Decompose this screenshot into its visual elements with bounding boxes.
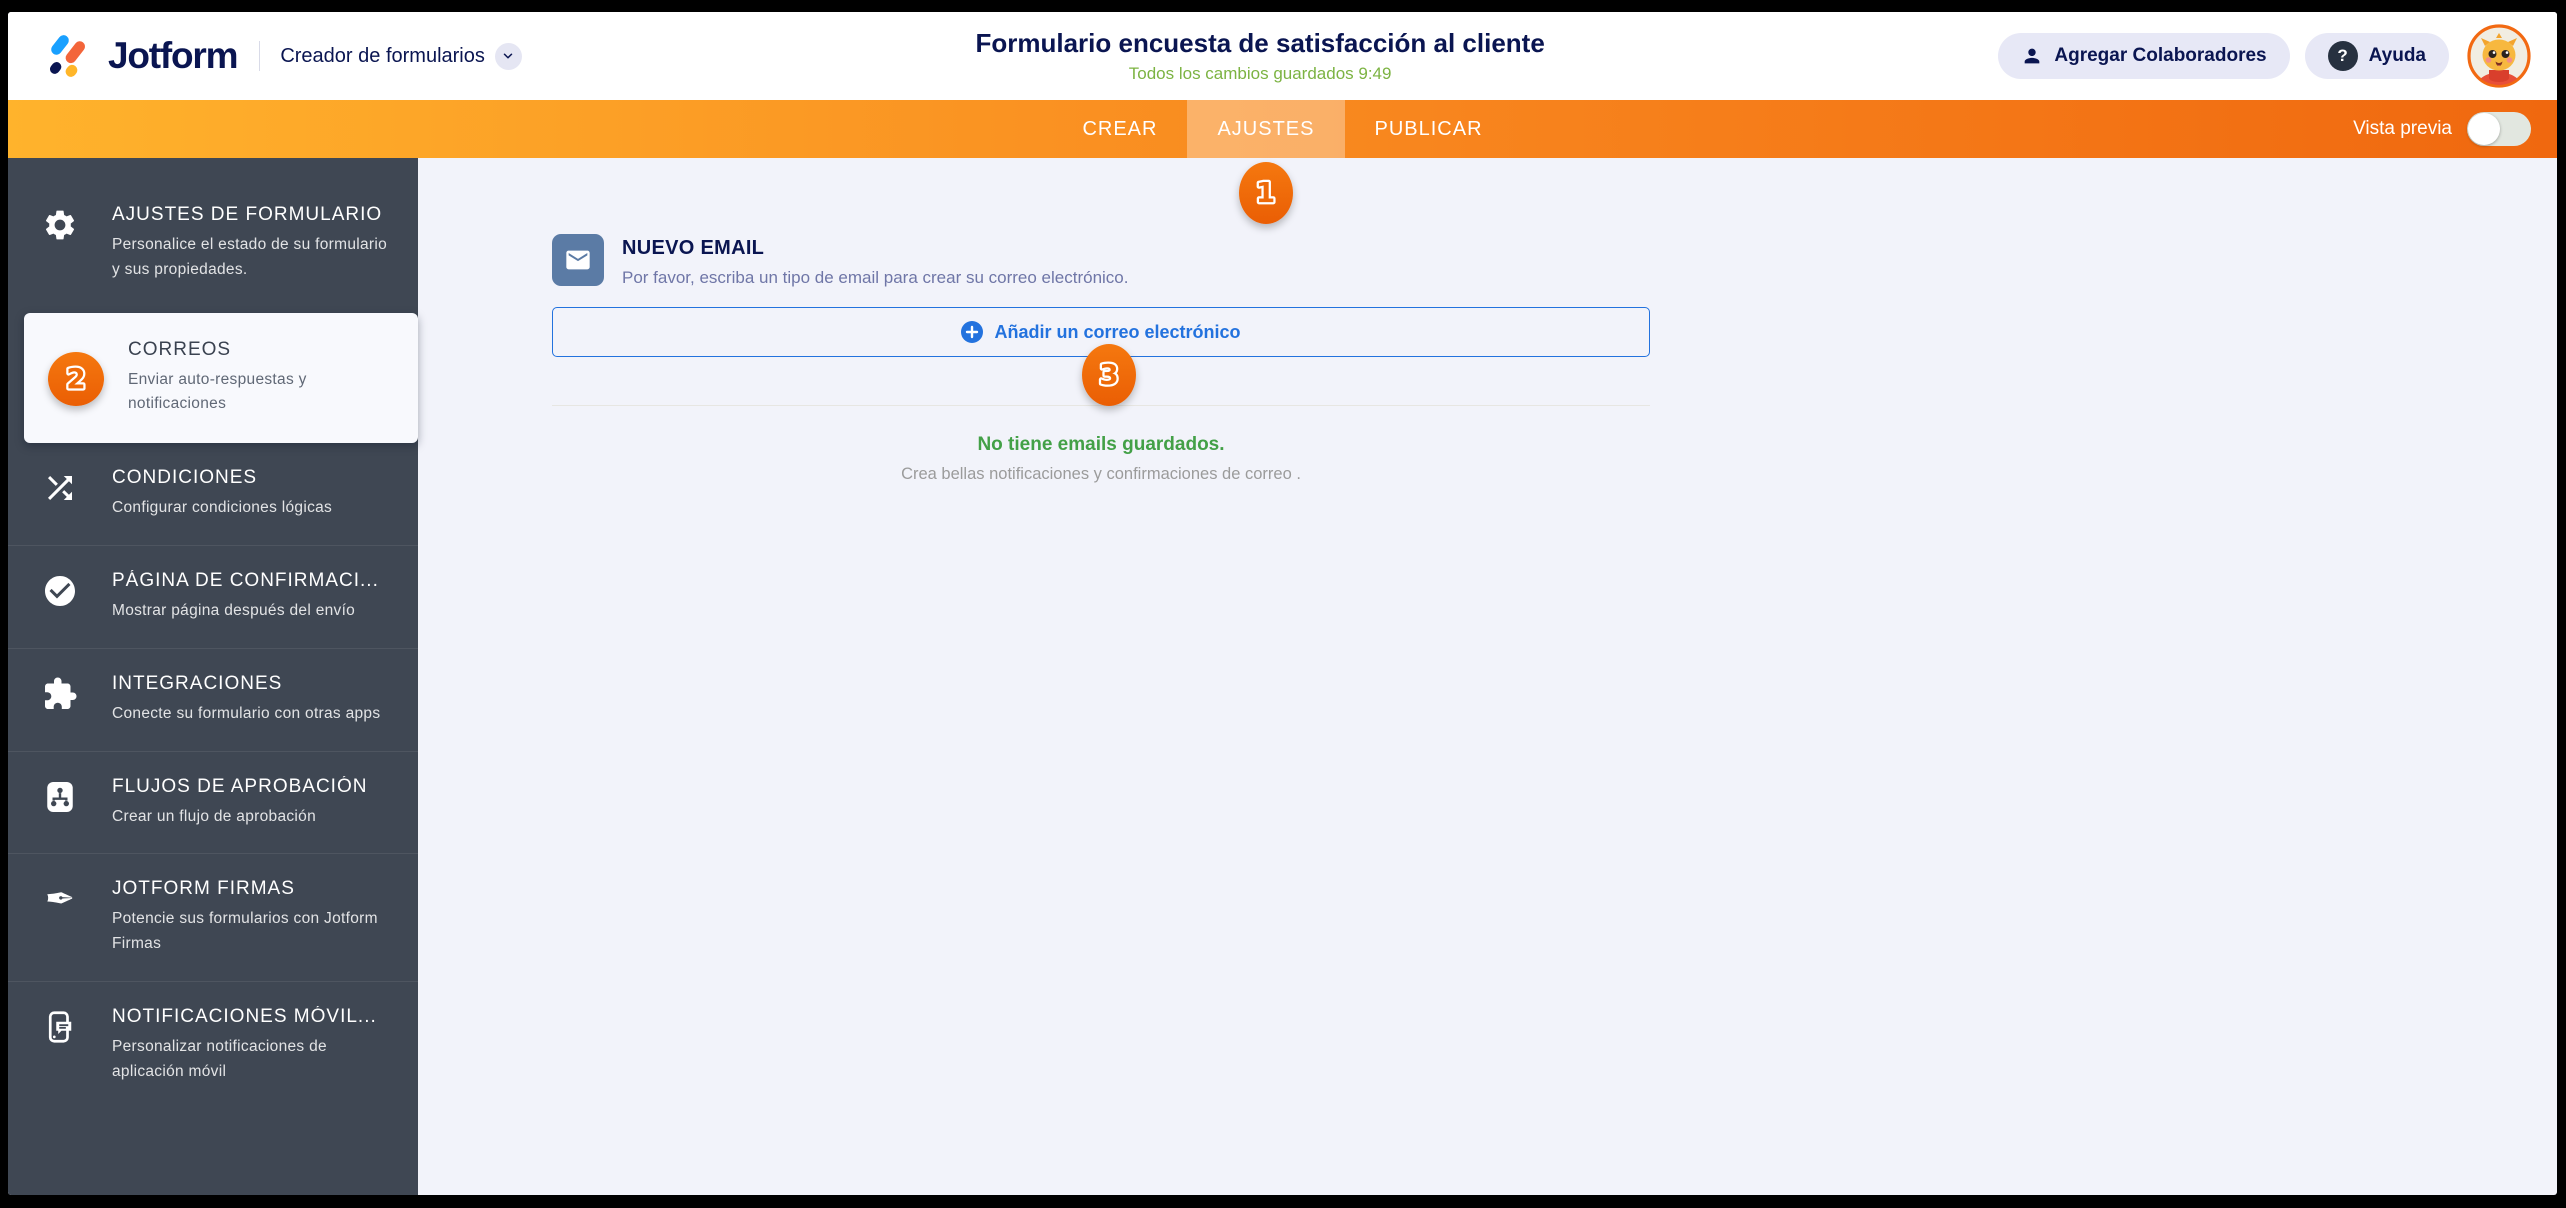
tab-ajustes-label: AJUSTES [1217, 117, 1315, 140]
sidebar-item-title: NOTIFICACIONES MÓVIL... [112, 1005, 377, 1027]
sidebar-item-subtitle: Crear un flujo de aprobación [112, 807, 316, 825]
approval-flow-icon [8, 776, 112, 830]
tab-crear-label: CREAR [1082, 117, 1158, 140]
sidebar-item-pagina-de-confirmacion[interactable] [8, 545, 418, 648]
top-header [8, 12, 2557, 100]
sidebar-item-subtitle: Potencie sus formularios con Jotform Firmas [112, 910, 378, 953]
emails-panel [418, 158, 2557, 1195]
empty-state-subtitle: Crea bellas notificaciones y confirmaciones de correo . [901, 465, 1301, 483]
sidebar-item-ajustes-de-formulario[interactable] [8, 158, 418, 313]
settings-sidebar [8, 158, 418, 1195]
sidebar-item-condiciones[interactable] [8, 443, 418, 545]
sidebar-item-title: INTEGRACIONES [112, 672, 283, 694]
sidebar-item-correos[interactable] [24, 313, 418, 444]
sidebar-item-title: AJUSTES DE FORMULARIO [112, 204, 383, 225]
sidebar-item-subtitle: Personalice el estado de su formulario y sus propiedades. [112, 236, 388, 278]
product-switcher-label[interactable]: Creador de formularios [280, 44, 485, 67]
section-title: NUEVO EMAIL [622, 237, 765, 259]
sidebar-item-subtitle: Conecte su formulario con otras apps [112, 704, 381, 722]
add-collaborators-button[interactable] [1998, 33, 2289, 79]
user-avatar[interactable] [2467, 24, 2531, 88]
header-actions [1998, 24, 2531, 88]
help-button[interactable] [2305, 33, 2449, 79]
chevron-down-icon [501, 49, 515, 63]
empty-state-title: No tiene emails guardados. [977, 434, 1225, 455]
product-switcher-button[interactable] [495, 43, 522, 70]
mobile-notification-icon [8, 1006, 112, 1085]
annotation-step-2-badge [48, 352, 104, 406]
add-collaborators-label: Agregar Colaboradores [2054, 45, 2267, 66]
annotation-step-1-badge [1239, 162, 1293, 224]
sidebar-item-jotform-firmas[interactable] [8, 853, 418, 981]
add-email-button[interactable] [552, 307, 1650, 391]
sidebar-item-title: JOTFORM FIRMAS [112, 878, 295, 900]
preview-toggle[interactable] [2467, 112, 2531, 146]
gear-icon [8, 204, 112, 283]
sidebar-item-subtitle: Configurar condiciones lógicas [112, 499, 333, 517]
annotation-step-2-number: 2 [66, 362, 86, 396]
preview-label: Vista previa [2353, 118, 2452, 139]
section-subtitle: Por favor, escriba un tipo de email para crear su correo electrónico. [622, 268, 1129, 287]
new-email-texts [622, 234, 1128, 288]
jotform-logo-icon[interactable] [48, 33, 94, 79]
annotation-step-1-number: 1 [1255, 176, 1277, 209]
sidebar-item-title: FLUJOS DE APROBACIÓN [112, 775, 368, 797]
body-row [8, 158, 2557, 1195]
tab-publicar[interactable] [1345, 100, 1513, 158]
question-mark-icon: ? [2328, 41, 2358, 71]
fountain-pen-icon: ✒ [44, 878, 76, 920]
tab-publicar-label: PUBLICAR [1374, 117, 1483, 140]
annotation-step-3-badge [1082, 344, 1136, 406]
builder-navbar [8, 100, 2557, 209]
person-icon [2021, 45, 2043, 67]
preview-control [2353, 100, 2531, 158]
autosave-status: Todos los cambios guardados 9:49 [1128, 64, 1392, 83]
sidebar-item-subtitle: Enviar auto-respuestas y notificaciones [128, 370, 307, 413]
sidebar-item-subtitle: Mostrar página después del envío [112, 601, 356, 619]
form-title-block [522, 28, 1999, 84]
toggle-knob [2468, 113, 2500, 145]
form-title[interactable]: Formulario encuesta de satisfacción al cliente [975, 28, 1545, 58]
help-label: Ayuda [2368, 45, 2426, 66]
sidebar-item-integraciones[interactable] [8, 648, 418, 751]
app-window [8, 12, 2557, 1195]
sidebar-item-notificaciones-movil[interactable] [8, 981, 418, 1109]
sidebar-item-title: PÁGINA DE CONFIRMACI... [112, 569, 379, 591]
check-circle-icon [8, 570, 112, 624]
sidebar-item-subtitle: Personalizar notificaciones de aplicación móvil [112, 1037, 327, 1080]
plus-icon [961, 321, 983, 343]
empty-state [552, 434, 1650, 484]
puzzle-icon [8, 673, 112, 727]
jotform-wordmark[interactable]: Jotform [108, 35, 238, 76]
tab-crear[interactable] [1052, 100, 1187, 158]
add-email-button-label: Añadir un correo electrónico [994, 321, 1241, 342]
header-divider [259, 41, 260, 71]
brand-area [48, 33, 522, 79]
new-email-section-header [552, 234, 2557, 288]
email-icon [552, 234, 604, 286]
sidebar-item-title: CORREOS [128, 338, 232, 360]
builder-tabs [1052, 100, 1512, 209]
annotation-step-3-number: 3 [1099, 358, 1119, 391]
tab-ajustes[interactable] [1187, 100, 1344, 209]
content-divider [552, 405, 1650, 406]
sidebar-item-flujos-de-aprobacion[interactable] [8, 751, 418, 854]
sidebar-item-title: CONDICIONES [112, 467, 258, 489]
shuffle-icon [8, 467, 112, 521]
